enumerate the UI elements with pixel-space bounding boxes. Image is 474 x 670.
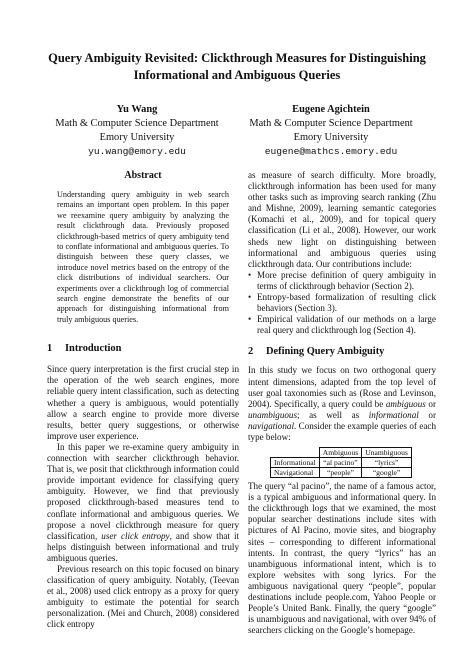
defining-paragraph-1: [248, 365, 436, 443]
intro-paragraph-1: Since query interpretation is the first crucial step in the operation of the web search engines, more reliable query intent classification, such as detecting whether a query is ambiguous, would potentially allow a search engine to provide more diverse results, better query suggestions, or otherwise improve user experience.: [47, 364, 239, 441]
table-header-cell: [271, 448, 320, 458]
table-cell: “lyrics”: [362, 458, 412, 468]
table-header-cell: Unambiguous: [362, 448, 412, 458]
contribution-list: [248, 270, 436, 337]
left-column: [47, 170, 239, 631]
intro-paragraph-3: Previous research on this topic focused on binary classification of query ambiguity. Notably, (Teevan et al., 2008) used click entropy as a proxy for query ambiguity to estimate the potential for search personalization. (Mei and Church, 2008) considered click entropy: [47, 563, 239, 630]
author-university: Emory University: [99, 132, 175, 143]
section-1-heading: [47, 343, 239, 355]
defining-paragraph-2: The query “al pacino”, the name of a famous actor, is a typical ambiguous and informational query. In the clickthrough logs that we examined, the most popular searcher destinations include sites with pictures of Al Pacino, movie sites, and biography sites – corresponding to different informational intents. In contrast, the query “lyrics” has an unambiguous informational intent, which is to explore websites with song lyrics. For the ambiguous navigational query “people”, popular destinations include people.com, Yahoo People or People’s United Bank. Finally, the query “google” is unambiguous and navigational, with over 94% of searchers clicking on the Google’s homepage.: [248, 481, 436, 636]
contrib-paragraph: as measure of search difficulty. More broadly, clickthrough information has been used for many other tasks such as improving search ranking (Zhu and Mishne, 2009), learning semantic categories (Komachi et al., 2009), and for topical query classification (Li et al., 2008). However, our work sheds new light on distinguishing between informational and ambiguous queries using clickthrough data. Our contributions include:: [248, 170, 436, 269]
emphasis-text: user click entropy: [101, 530, 170, 541]
list-item: • Empirical validation of our methods on a large real query and clickthrough log (Section 4).: [248, 314, 436, 336]
intro-paragraph-2: [47, 442, 239, 564]
right-column: [248, 170, 436, 636]
author-email: yu.wang@emory.edu: [88, 146, 186, 157]
paragraph-text: In this paper we re-examine query ambiguity in connection with searcher clickthrough behavior. That is, we posit that clickthrough information could provide important evidence for classifying query ambiguity. However, we find that previously proposed clickthrough-based measures tend to conflate informational and ambiguous queries. We propose a novel clickthrough measure for query classification,: [47, 441, 239, 541]
emphasis-text: unambiguous: [248, 409, 298, 420]
emphasis-text: navigational: [248, 420, 294, 431]
query-type-table: [270, 447, 412, 478]
emphasis-text: informational: [368, 409, 419, 420]
author-block-1: [42, 103, 232, 159]
paragraph-text: or: [418, 409, 436, 420]
table-cell: “people”: [319, 468, 361, 478]
author-name: Eugene Agichtein: [292, 104, 370, 115]
author-university: Emory University: [293, 132, 369, 143]
author-department: Math & Computer Science Department: [249, 118, 413, 129]
section-number: 1: [47, 343, 53, 355]
section-number: 2: [248, 346, 254, 358]
title-line-2: Informational and Ambiguous Queries: [133, 68, 341, 82]
paragraph-text: ; as well as: [297, 409, 369, 420]
author-department: Math & Computer Science Department: [55, 118, 219, 129]
paragraph-text: , and show that it helps distinguish between informational and truly ambiguous queries.: [47, 530, 240, 563]
table-cell: “google”: [362, 468, 412, 478]
table-row: [271, 468, 412, 478]
title-line-1: Query Ambiguity Revisited: Clickthrough Measures for Distinguishing: [48, 51, 426, 65]
section-title: Introduction: [65, 343, 122, 355]
section-2-heading: [248, 346, 436, 358]
table-header-row: [271, 448, 412, 458]
paragraph-text: or: [425, 398, 436, 409]
author-name: Yu Wang: [116, 104, 158, 115]
paper-title: [40, 50, 434, 84]
table-cell: Navigational: [271, 468, 320, 478]
author-email: eugene@mathcs.emory.edu: [264, 146, 398, 157]
list-item: • More precise definition of query ambiguity in terms of clickthrough behavior (Section 2).: [248, 270, 436, 292]
abstract-heading: Abstract: [124, 170, 162, 181]
paragraph-text: . Consider the example queries of each type below:: [248, 420, 436, 442]
table-row: [271, 458, 412, 468]
table-cell: Informational: [271, 458, 320, 468]
abstract-text: Understanding query ambiguity in web search remains an important open problem. In this paper we reexamine query ambiguity by analyzing the result clickthrough data. Previously proposed clickthrough-based metrics of query ambiguity tend to conflate informational and ambiguous queries. To distinguish between these query classes, we introduce novel metrics based on the entropy of the click distributions of individual searchers. Our experiments over a clickthrough log of commercial search engine demonstrate the benefits of our approach for distinguishing informational from truly ambiguous queries.: [57, 190, 229, 324]
paragraph-text: In this study we focus on two orthogonal query intent dimensions, adapted from the top level of user goal taxonomies such as (Rose and Levinson, 2004). Specifically, a query could be: [248, 365, 436, 409]
section-title: Defining Query Ambiguity: [266, 346, 385, 358]
table-header-cell: Ambiguous: [319, 448, 361, 458]
list-item: • Entropy-based formalization of resulting click behaviors (Section 3).: [248, 292, 436, 314]
author-block-2: [236, 103, 426, 159]
table-cell: “al pacino”: [319, 458, 361, 468]
emphasis-text: ambiguous: [385, 398, 426, 409]
